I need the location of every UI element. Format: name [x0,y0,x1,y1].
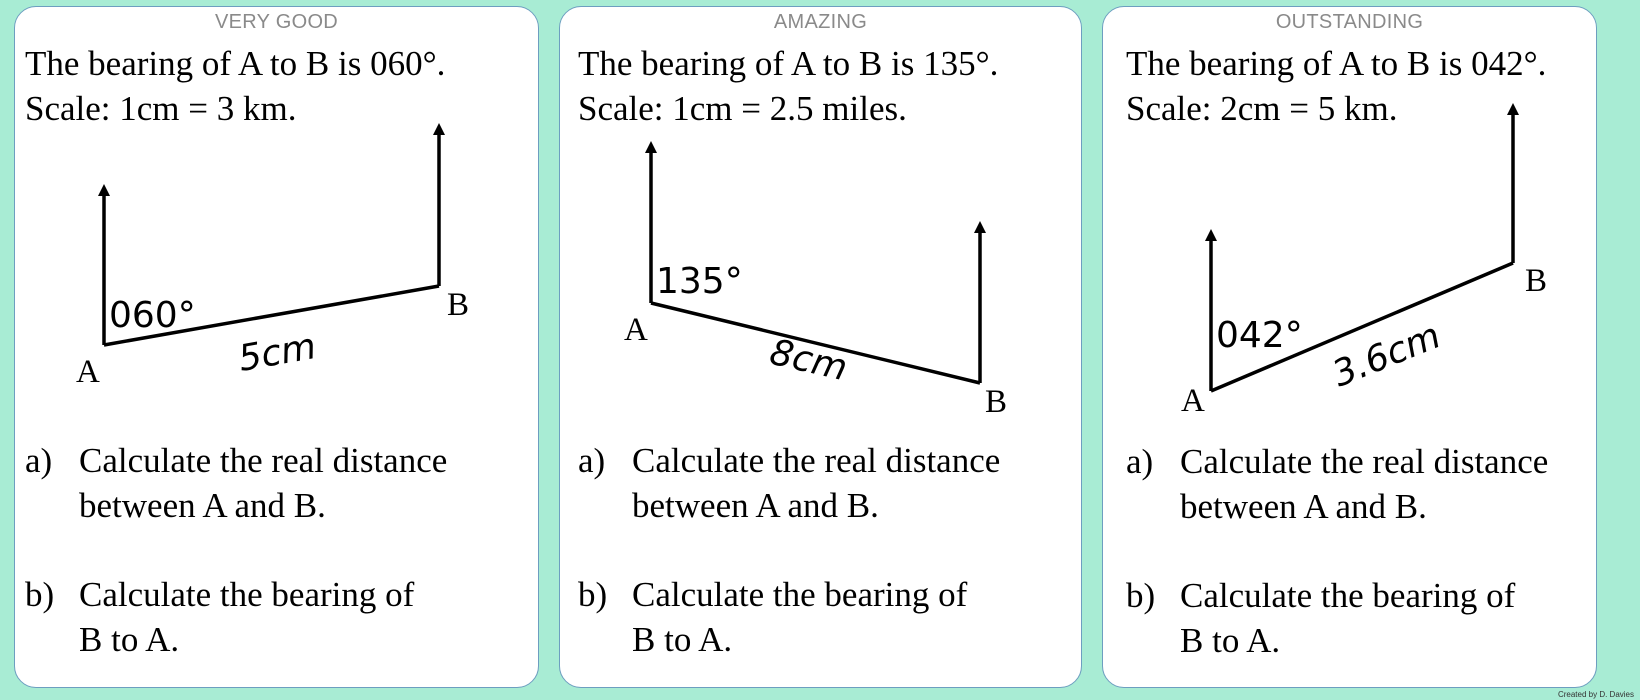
question-card-outstanding [1102,6,1597,688]
question-card-amazing [559,6,1082,688]
card-title: VERY GOOD [214,11,339,33]
angle-label: 135° [656,261,743,302]
question-b-text [632,572,967,662]
bearing-diagram [1103,7,1597,427]
question-a-line2: between A and B. [1180,487,1427,526]
scale-statement: Scale: 2cm = 5 km. [1126,89,1398,128]
question-b-letter: b) [1126,576,1156,615]
length-label: 8cm [765,331,851,390]
credit-text: Created by D. Davies [1557,690,1634,699]
question-a-text [632,438,1000,528]
question-a-line1: Calculate the real distance [632,441,1001,480]
bearing-diagram [15,7,539,427]
question-b-line2: B to A. [79,620,180,659]
question-b-line1: Calculate the bearing of [79,575,415,614]
question-a-line2: between A and B. [79,486,326,525]
question-a-line1: Calculate the real distance [79,441,448,480]
length-label: 5cm [235,325,320,380]
point-b-label: B [1525,263,1548,299]
question-b-letter: b) [25,575,55,614]
angle-label: 060° [109,295,196,336]
length-label: 3.6cm [1327,315,1447,396]
card-title: OUTSTANDING [1275,11,1424,33]
question-b-line1: Calculate the bearing of [1180,576,1516,615]
point-a-label: A [76,354,100,390]
question-b-line1: Calculate the bearing of [632,575,968,614]
point-a-label: A [624,312,648,348]
point-b-label: B [447,287,470,323]
bearing-statement: The bearing of A to B is 060°. [25,44,446,83]
question-b-line2: B to A. [632,620,733,659]
card-title: AMAZING [773,11,868,33]
angle-label: 042° [1216,315,1303,356]
scale-statement: Scale: 1cm = 3 km. [25,89,297,128]
point-b-label: B [985,384,1008,420]
question-a-letter: a) [578,441,606,480]
bearing-diagram [560,7,1082,427]
question-a-text [1180,439,1548,529]
question-a-letter: a) [25,441,53,480]
question-b-letter: b) [578,575,608,614]
bearing-statement: The bearing of A to B is 042°. [1126,44,1547,83]
point-a-label: A [1181,383,1205,419]
question-card-very-good [14,6,539,688]
question-a-line1: Calculate the real distance [1180,442,1549,481]
question-a-letter: a) [1126,442,1154,481]
question-a-text [79,438,447,528]
question-a-line2: between A and B. [632,486,879,525]
question-b-line2: B to A. [1180,621,1281,660]
question-b-text [1180,573,1515,663]
scale-statement: Scale: 1cm = 2.5 miles. [578,89,907,128]
bearing-statement: The bearing of A to B is 135°. [578,44,999,83]
question-b-text [79,572,414,662]
